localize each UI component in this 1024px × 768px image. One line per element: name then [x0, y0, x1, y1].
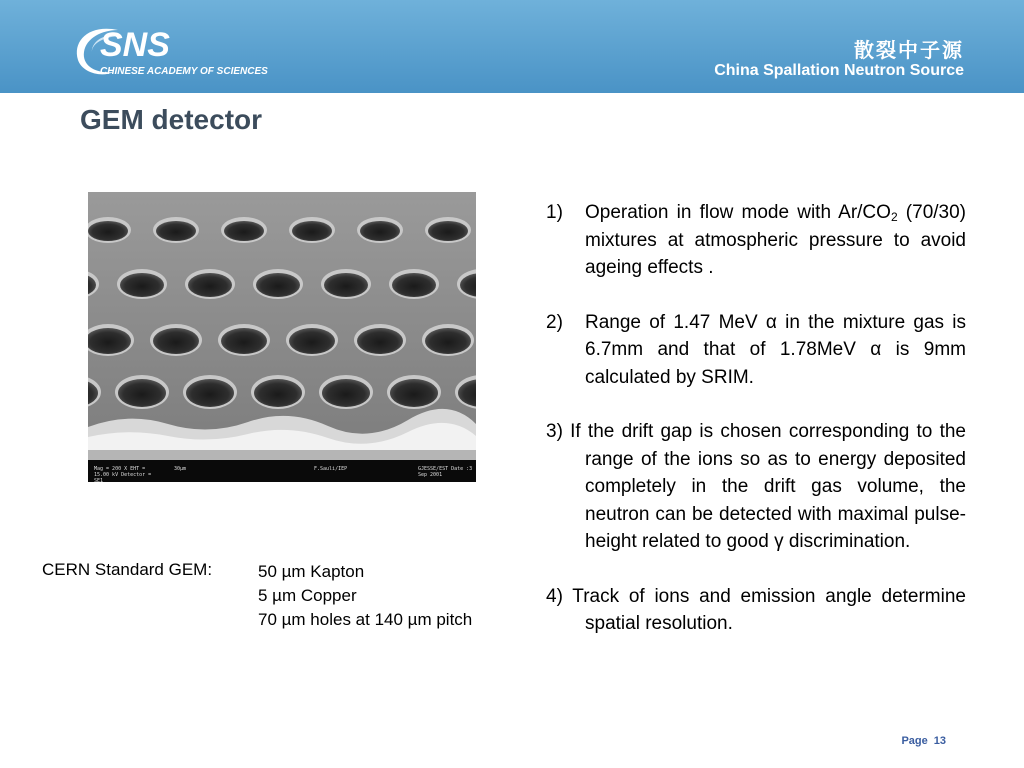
- spec-label: CERN Standard GEM:: [42, 560, 213, 579]
- slide-title: GEM detector: [80, 104, 263, 135]
- gem-hole: [120, 273, 164, 297]
- header-title-en: China Spallation Neutron Source: [714, 62, 964, 79]
- point-1-text-b: (70/30) mixtures at atmospheric pressure to avoid ageing effects .: [585, 202, 966, 278]
- gem-hole: [88, 221, 128, 241]
- caption-scale: 30µm: [174, 466, 187, 472]
- point-4: 4) Track of ions and emission angle determine spatial resolution.: [546, 585, 966, 634]
- spec-item-kapton: 50 µm Kapton: [258, 562, 365, 581]
- point-2-number: 2): [546, 311, 563, 333]
- gem-hole: [428, 221, 468, 241]
- point-2: [546, 309, 966, 392]
- gem-hole: [292, 221, 332, 241]
- gem-hole: [357, 328, 403, 354]
- logo-text: SNS: [100, 26, 170, 64]
- gem-hole: [324, 273, 368, 297]
- gem-hole: [186, 379, 234, 407]
- gem-hole: [224, 221, 264, 241]
- gem-hole: [289, 328, 335, 354]
- page-label: Page: [901, 735, 928, 747]
- caption-mid: F.Sauli/IEP: [314, 466, 348, 472]
- gem-micrograph: [88, 192, 476, 482]
- logo-subtitle: CHINESE ACADEMY OF SCIENCES: [100, 66, 268, 77]
- gem-hole: [360, 221, 400, 241]
- point-1-text-a: Operation in flow mode with Ar/CO: [585, 202, 891, 223]
- sns-logo: [70, 22, 290, 82]
- gem-hole: [390, 379, 438, 407]
- gem-hole: [153, 328, 199, 354]
- micrograph-caption: [92, 462, 472, 482]
- header-banner: [0, 0, 1024, 93]
- gem-hole: [221, 328, 267, 354]
- gem-hole: [425, 328, 471, 354]
- gem-hole: [256, 273, 300, 297]
- gem-hole: [188, 273, 232, 297]
- caption-left: Mag = 200 X EHT = 15.00 kV Detector = SE1: [94, 466, 152, 484]
- point-1-number: 1): [546, 202, 563, 223]
- header-title-cn: 散裂中子源: [854, 40, 964, 62]
- gem-micrograph-image: [88, 192, 476, 482]
- spec-list: [258, 560, 472, 632]
- spec-item-copper: 5 µm Copper: [258, 586, 357, 605]
- gem-hole: [322, 379, 370, 407]
- caption-right: GJESSE/EST Date :3 Sep 2001: [418, 466, 473, 478]
- gem-hole: [254, 379, 302, 407]
- gem-hole: [392, 273, 436, 297]
- page-number: 13: [933, 735, 946, 747]
- points-list: [546, 199, 966, 665]
- point-1-subscript: 2: [890, 210, 898, 224]
- point-2-text: Range of 1.47 MeV α in the mixture gas is 6.7mm and that of 1.78MeV α is 9mm calculated by SRIM.: [585, 311, 966, 388]
- gem-hole: [156, 221, 196, 241]
- point-3: 3) If the drift gap is chosen corresponding to the range of the ions so as to energy deposited completely in the drift gas volume, the neutron can be detected with maximal pulse-height related to good γ discrimination.: [546, 421, 966, 552]
- point-1: [546, 199, 966, 282]
- gem-hole: [118, 379, 166, 407]
- spec-item-holes: 70 µm holes at 140 µm pitch: [258, 610, 473, 629]
- page-footer: [901, 735, 946, 747]
